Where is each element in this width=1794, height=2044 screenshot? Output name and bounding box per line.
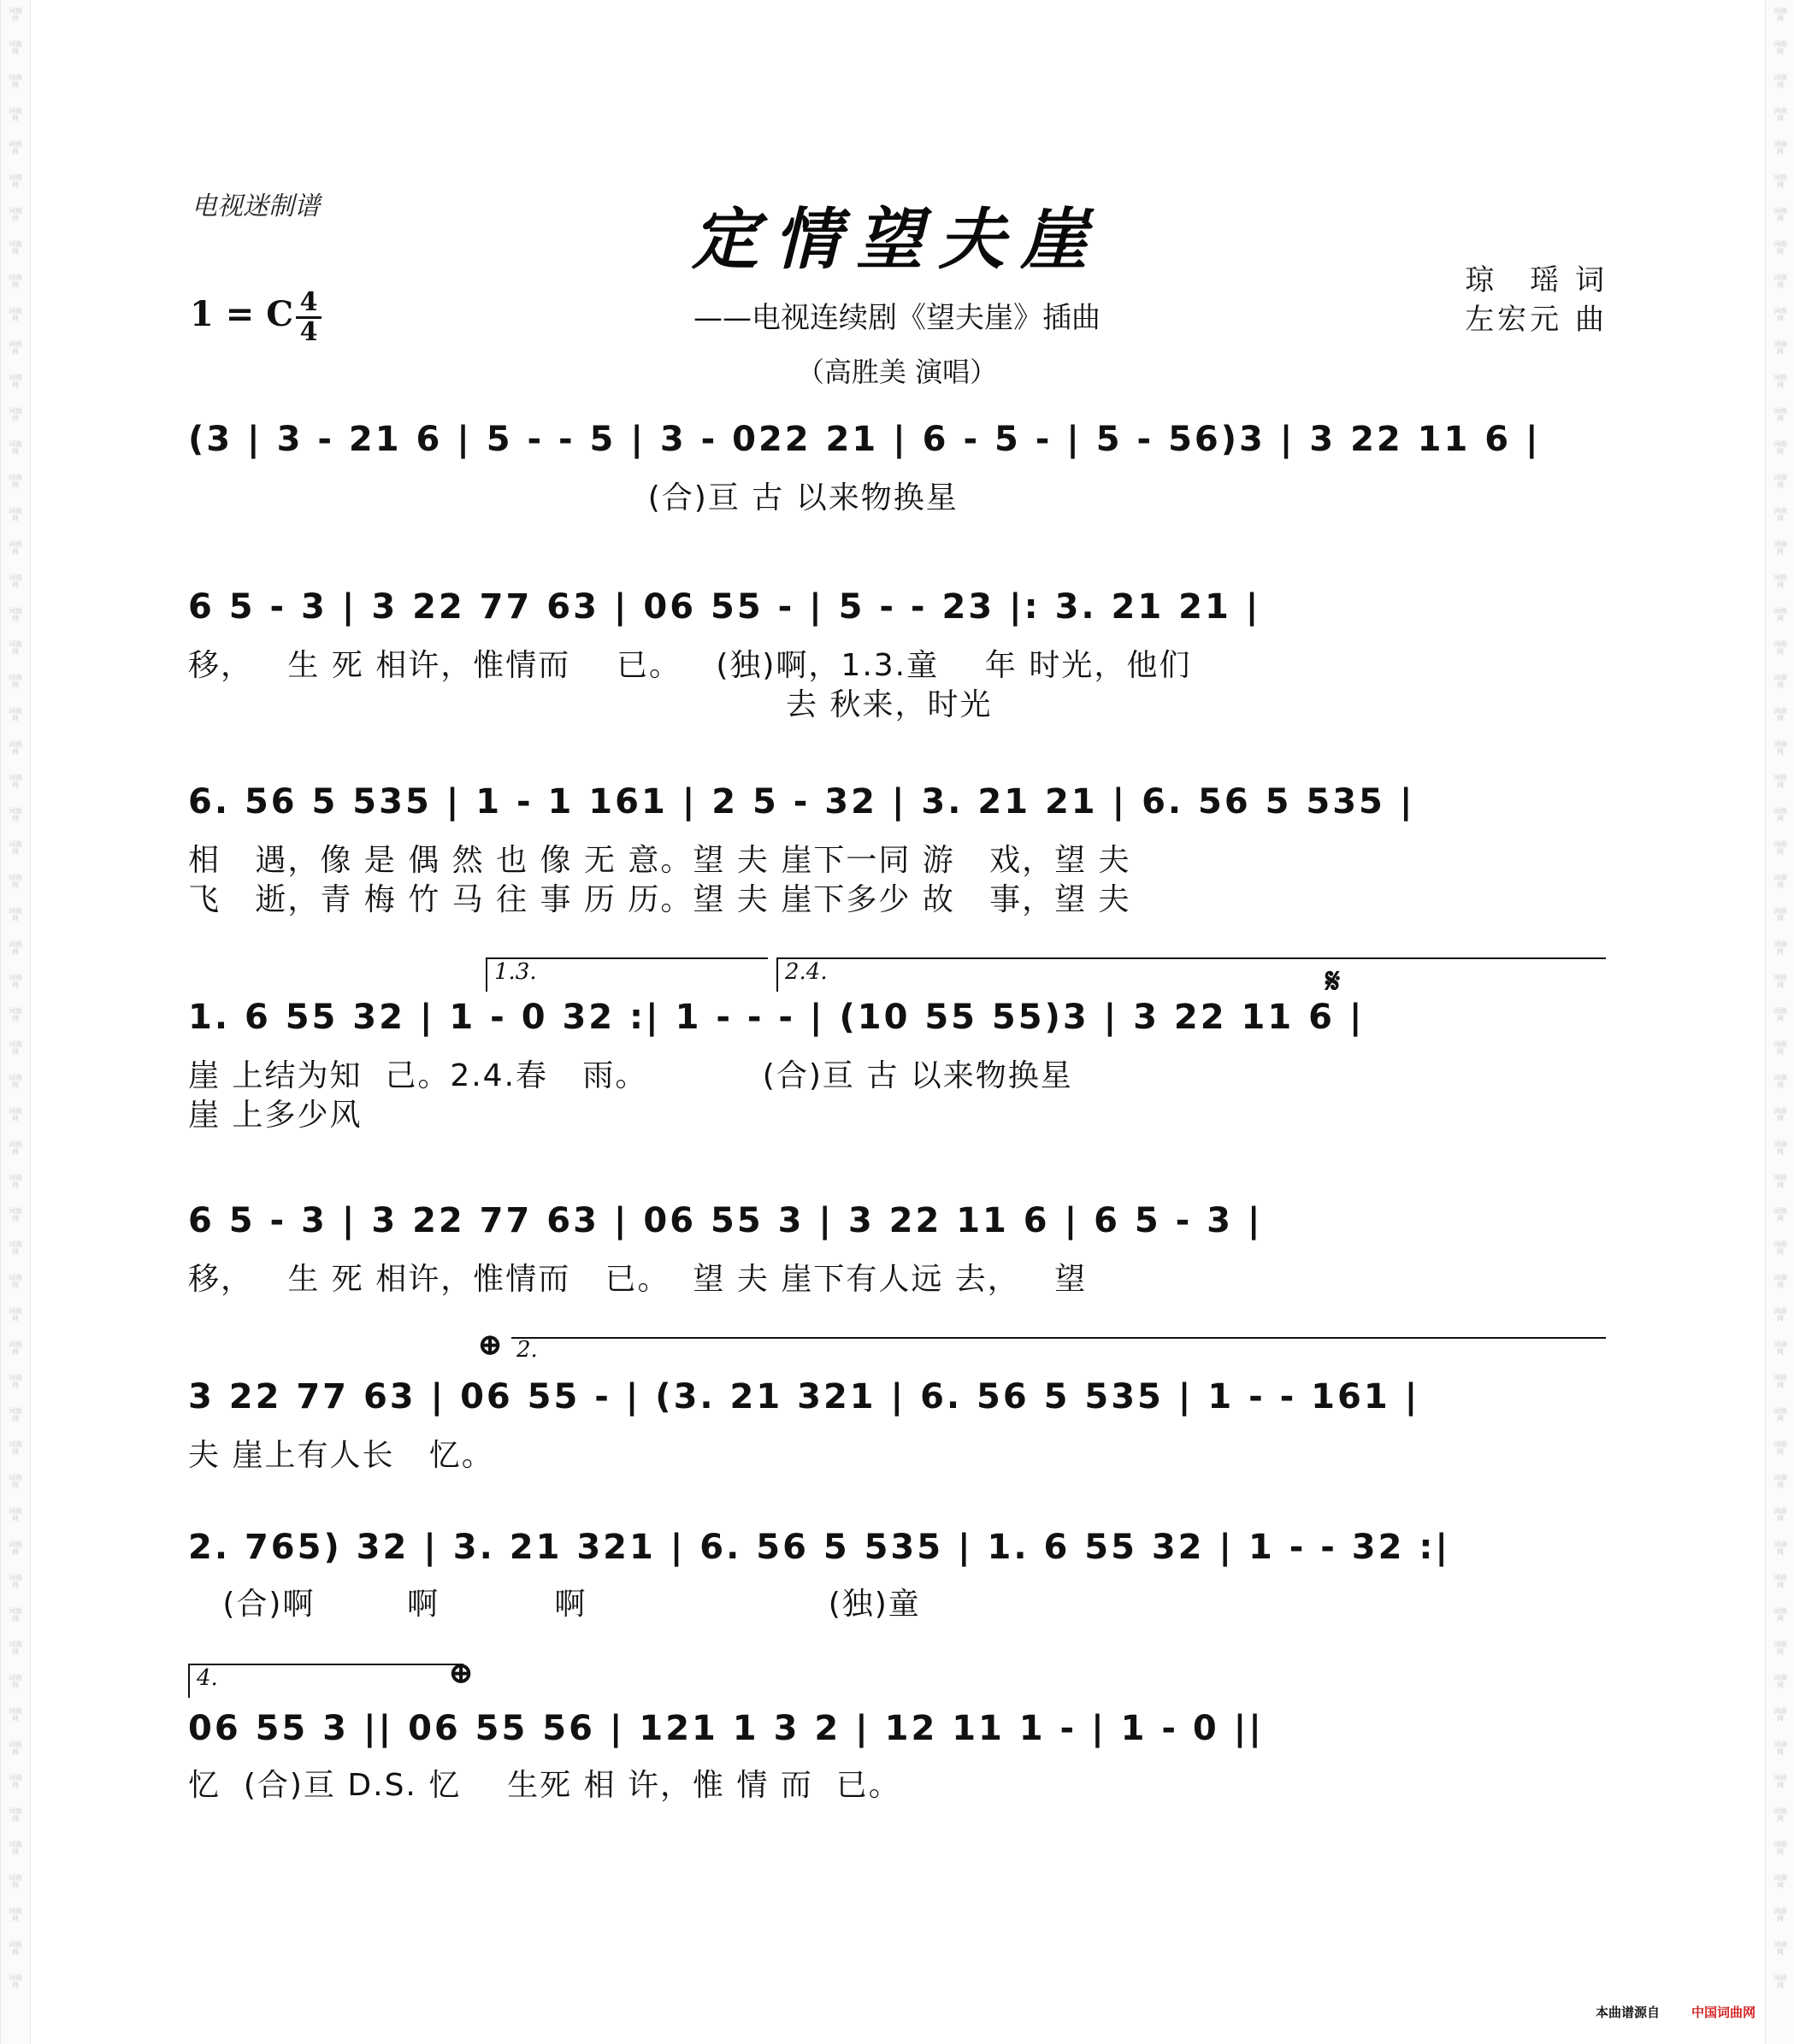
side-watermark-text: 词曲网 (1773, 340, 1787, 356)
side-watermark-text: 词曲网 (1773, 1107, 1787, 1122)
side-watermark-text: 词曲网 (9, 440, 22, 456)
side-watermark-text: 词曲网 (1773, 1774, 1787, 1789)
side-watermark-text: 词曲网 (1773, 1507, 1787, 1523)
side-watermark-text: 词曲网 (9, 1807, 22, 1823)
side-watermark-text: 词曲网 (1773, 1074, 1787, 1089)
lyric-line: (合)啊 啊 啊 (独)童 (188, 1587, 921, 1622)
side-watermark-text: 词曲网 (9, 107, 22, 122)
side-watermark-text: 词曲网 (1773, 1841, 1787, 1856)
side-watermark-text: 词曲网 (9, 1107, 22, 1122)
side-watermark-text: 词曲网 (1773, 807, 1787, 822)
time-signature-bottom: 4 (299, 317, 318, 347)
side-watermark-text: 词曲网 (1773, 974, 1787, 989)
side-watermark-text: 词曲网 (9, 307, 22, 322)
side-watermark-text: 词曲网 (1773, 307, 1787, 322)
lyric-line: 夫 崖上有人长 忆。 (188, 1438, 494, 1473)
side-watermark-text: 词曲网 (9, 174, 22, 189)
volta-first-ending: 1.3. (486, 957, 768, 992)
side-watermark-text: 词曲网 (1773, 1907, 1787, 1923)
side-watermark-text: 词曲网 (1773, 7, 1787, 22)
side-watermark-text: 词曲网 (9, 1874, 22, 1889)
footer-site-name: 中国词曲网 (1691, 2005, 1756, 2020)
side-watermark-text: 词曲网 (9, 1007, 22, 1022)
side-watermark-text: 词曲网 (1773, 1407, 1787, 1423)
side-watermark-text: 词曲网 (9, 707, 22, 722)
side-watermark-text: 词曲网 (1773, 1974, 1787, 1989)
side-watermark-text: 词曲网 (1773, 140, 1787, 156)
notation-row: 1. 6 55 32 | 1 - 0 32 :| 1 - - - | (10 55 55)3 | 3 22 11 6 | (188, 998, 1365, 1037)
side-watermark-text: 词曲网 (1773, 740, 1787, 756)
side-watermark-text: 词曲网 (9, 407, 22, 422)
side-watermark-text: 词曲网 (1773, 1874, 1787, 1889)
side-watermark-text: 词曲网 (1773, 1641, 1787, 1656)
side-watermark-text: 词曲网 (1773, 1941, 1787, 1956)
side-watermark-text: 词曲网 (9, 740, 22, 756)
side-watermark-text: 词曲网 (9, 274, 22, 289)
side-watermark-text: 词曲网 (9, 940, 22, 956)
lyric-line: 崖 上结为知 己。2.4.春 雨。 (合)亘 古 以来物换星 (188, 1058, 1073, 1093)
side-watermark-text: 词曲网 (9, 207, 22, 222)
side-watermark-text: 词曲网 (9, 1941, 22, 1956)
side-watermark-text: 词曲网 (9, 574, 22, 589)
side-watermark-text: 词曲网 (9, 607, 22, 622)
maker-label: 电视迷制谱 (192, 191, 320, 221)
side-watermark-text: 词曲网 (1773, 840, 1787, 856)
side-watermark-text: 词曲网 (1773, 707, 1787, 722)
side-watermark-text: 词曲网 (9, 1674, 22, 1689)
notation-row: 6 5 - 3 | 3 22 77 63 | 06 55 3 | 3 22 11 6 | 6 5 - 3 | (188, 1201, 1263, 1240)
side-watermark-text: 词曲网 (9, 1274, 22, 1289)
side-watermark-text: 词曲网 (1773, 240, 1787, 256)
time-signature-top: 4 (299, 287, 318, 317)
side-watermark-text: 词曲网 (1773, 407, 1787, 422)
side-watermark-text: 词曲网 (9, 774, 22, 789)
side-watermark-text: 词曲网 (1773, 1674, 1787, 1689)
side-watermark-text: 词曲网 (1773, 1207, 1787, 1222)
side-watermark-text: 词曲网 (1773, 1174, 1787, 1189)
side-watermark-text: 词曲网 (1773, 1374, 1787, 1389)
side-watermark-text: 词曲网 (1773, 40, 1787, 56)
side-watermark-text: 词曲网 (1773, 1240, 1787, 1256)
side-watermark-text: 词曲网 (1773, 607, 1787, 622)
side-watermark-text: 词曲网 (9, 374, 22, 389)
side-watermark-text: 词曲网 (1773, 374, 1787, 389)
coda-sign-end: ⊕ (448, 1655, 475, 1691)
side-watermark-text: 词曲网 (9, 1174, 22, 1189)
side-watermark-text: 词曲网 (9, 1507, 22, 1523)
side-watermark-text: 词曲网 (1773, 574, 1787, 589)
side-watermark-text: 词曲网 (9, 1407, 22, 1423)
lyric-line: 移， 生 死 相许，惟情而 已。 望 夫 崖下有人远 去， 望 (188, 1262, 1088, 1297)
side-watermark-text: 词曲网 (1773, 1307, 1787, 1322)
lyric-line: 相 遇，像 是 偶 然 也 像 无 意。望 夫 崖下一同 游 戏，望 夫 (188, 843, 1131, 878)
side-watermark-text: 词曲网 (9, 1774, 22, 1789)
side-watermark-text: 词曲网 (1773, 1140, 1787, 1156)
side-watermark-text: 词曲网 (9, 1140, 22, 1156)
side-watermark-text: 词曲网 (1773, 940, 1787, 956)
lyric-line: 崖 上多少风 (188, 1098, 363, 1133)
lyric-line: (合)亘 古 以来物换星 (188, 480, 959, 515)
side-watermark-text: 词曲网 (1773, 674, 1787, 689)
side-watermark-text: 词曲网 (1773, 74, 1787, 89)
side-watermark-text: 词曲网 (1773, 1474, 1787, 1489)
side-watermark-text: 词曲网 (9, 807, 22, 822)
side-watermark-text: 词曲网 (9, 74, 22, 89)
side-watermark-text: 词曲网 (9, 1474, 22, 1489)
side-watermark-text: 词曲网 (1773, 174, 1787, 189)
volta-second-ending: 2.4. (776, 957, 1606, 992)
side-watermark-text: 词曲网 (9, 1741, 22, 1756)
notation-row: 6 5 - 3 | 3 22 77 63 | 06 55 - | 5 - - 23 |: 3. 21 21 | (188, 587, 1261, 627)
side-watermark-text: 词曲网 (1773, 1741, 1787, 1756)
coda-bracket-line (511, 1337, 1606, 1339)
side-watermark-text: 词曲网 (9, 1641, 22, 1656)
side-watermark-text: 词曲网 (9, 974, 22, 989)
side-watermark-text: 词曲网 (9, 1040, 22, 1056)
side-watermark-text: 词曲网 (1773, 474, 1787, 489)
side-watermark-text: 词曲网 (1773, 1274, 1787, 1289)
side-watermark-text: 词曲网 (9, 674, 22, 689)
side-watermark-text: 词曲网 (9, 40, 22, 56)
subtitle: ——电视连续剧《望夫崖》插曲 (693, 301, 1101, 335)
notation-row: 2. 765) 32 | 3. 21 321 | 6. 56 5 535 | 1. 6 55 32 | 1 - - 32 :| (188, 1528, 1450, 1567)
lyric-line: 飞 逝，青 梅 竹 马 往 事 历 历。望 夫 崖下多少 故 事，望 夫 (188, 882, 1131, 917)
lyric-line: 去 秋来，时光 (188, 687, 993, 722)
side-watermark-text: 词曲网 (1773, 1040, 1787, 1056)
side-watermark-text: 词曲网 (9, 1307, 22, 1322)
side-watermark-text: 词曲网 (1773, 874, 1787, 889)
side-watermark-text: 词曲网 (9, 507, 22, 522)
side-watermark-text: 词曲网 (9, 474, 22, 489)
side-watermark-text: 词曲网 (1773, 207, 1787, 222)
footer-source-label: 本曲谱源自 (1596, 2005, 1661, 2020)
song-title: 定情望夫崖 (691, 201, 1102, 279)
side-watermark-text: 词曲网 (9, 340, 22, 356)
side-watermark-text: 词曲网 (1773, 107, 1787, 122)
side-watermark-text: 词曲网 (9, 1340, 22, 1356)
coda-sign: ⊕ (477, 1327, 504, 1363)
side-watermark-text: 词曲网 (9, 1374, 22, 1389)
side-watermark-text: 词曲网 (1773, 1574, 1787, 1589)
lyric-line: 移， 生 死 相许，惟情而 已。 (独)啊，1.3.童 年 时光，他们 (188, 648, 1192, 683)
side-watermark-text: 词曲网 (9, 1907, 22, 1923)
side-watermark-text: 词曲网 (9, 1074, 22, 1089)
volta-coda-ending: 2. (516, 1337, 538, 1363)
notation-row: 3 22 77 63 | 06 55 - | (3. 21 321 | 6. 56 5 535 | 1 - - 161 | (188, 1377, 1420, 1417)
side-watermark-text: 词曲网 (9, 874, 22, 889)
side-watermark-text: 词曲网 (9, 1841, 22, 1856)
side-watermark-text: 词曲网 (1773, 640, 1787, 656)
notation-row: (3 | 3 - 21 6 | 5 - - 5 | 3 - 022 21 | 6 - 5 - | 5 - 56)3 | 3 22 11 6 | (188, 420, 1541, 459)
side-watermark-text: 词曲网 (1773, 507, 1787, 522)
side-watermark-text: 词曲网 (9, 1440, 22, 1456)
side-watermark-text: 词曲网 (9, 907, 22, 922)
side-watermark-text: 词曲网 (9, 1707, 22, 1723)
side-watermark-text: 词曲网 (1773, 1607, 1787, 1623)
side-watermark-text: 词曲网 (1773, 540, 1787, 556)
side-watermark-text: 词曲网 (1773, 1540, 1787, 1556)
lyric-line: 忆 (合)亘 D.S. 忆 生死 相 许，惟 情 而 已。 (188, 1768, 901, 1803)
side-watermark-text: 词曲网 (1773, 1007, 1787, 1022)
side-watermark-text: 词曲网 (9, 1607, 22, 1623)
side-watermark-text: 词曲网 (1773, 274, 1787, 289)
side-watermark-text: 词曲网 (1773, 440, 1787, 456)
side-watermark-text: 词曲网 (1773, 1440, 1787, 1456)
side-watermark-text: 词曲网 (1773, 907, 1787, 922)
side-watermark-text: 词曲网 (1773, 1807, 1787, 1823)
side-watermark-text: 词曲网 (9, 7, 22, 22)
side-watermark-text: 词曲网 (9, 640, 22, 656)
side-watermark-text: 词曲网 (1773, 1707, 1787, 1723)
side-watermark-text: 词曲网 (9, 1574, 22, 1589)
segno-sign: 𝄋 (1325, 961, 1341, 1001)
side-watermark-text: 词曲网 (9, 1540, 22, 1556)
side-watermark-text: 词曲网 (9, 1974, 22, 1989)
composer-credit: 左宏元 曲 (1465, 303, 1608, 337)
side-watermark-text: 词曲网 (9, 1207, 22, 1222)
side-watermark-text: 词曲网 (9, 1240, 22, 1256)
notation-row: 6. 56 5 535 | 1 - 1 161 | 2 5 - 32 | 3. 21 21 | 6. 56 5 535 | (188, 782, 1415, 822)
side-watermark-text: 词曲网 (9, 540, 22, 556)
volta-fourth-ending: 4. (188, 1664, 463, 1698)
side-watermark-text: 词曲网 (9, 240, 22, 256)
singer-credit: （高胜美 演唱） (796, 356, 998, 388)
side-watermark-text: 词曲网 (9, 840, 22, 856)
lyricist-credit: 琼 瑶 词 (1465, 263, 1608, 297)
side-watermark-text: 词曲网 (9, 140, 22, 156)
side-watermark-text: 词曲网 (1773, 774, 1787, 789)
side-watermark-text: 词曲网 (1773, 1340, 1787, 1356)
key-signature: 1 = C (190, 294, 294, 334)
notation-row: 06 55 3 || 06 55 56 | 121 1 3 2 | 12 11 1 - | 1 - 0 || (188, 1709, 1264, 1748)
